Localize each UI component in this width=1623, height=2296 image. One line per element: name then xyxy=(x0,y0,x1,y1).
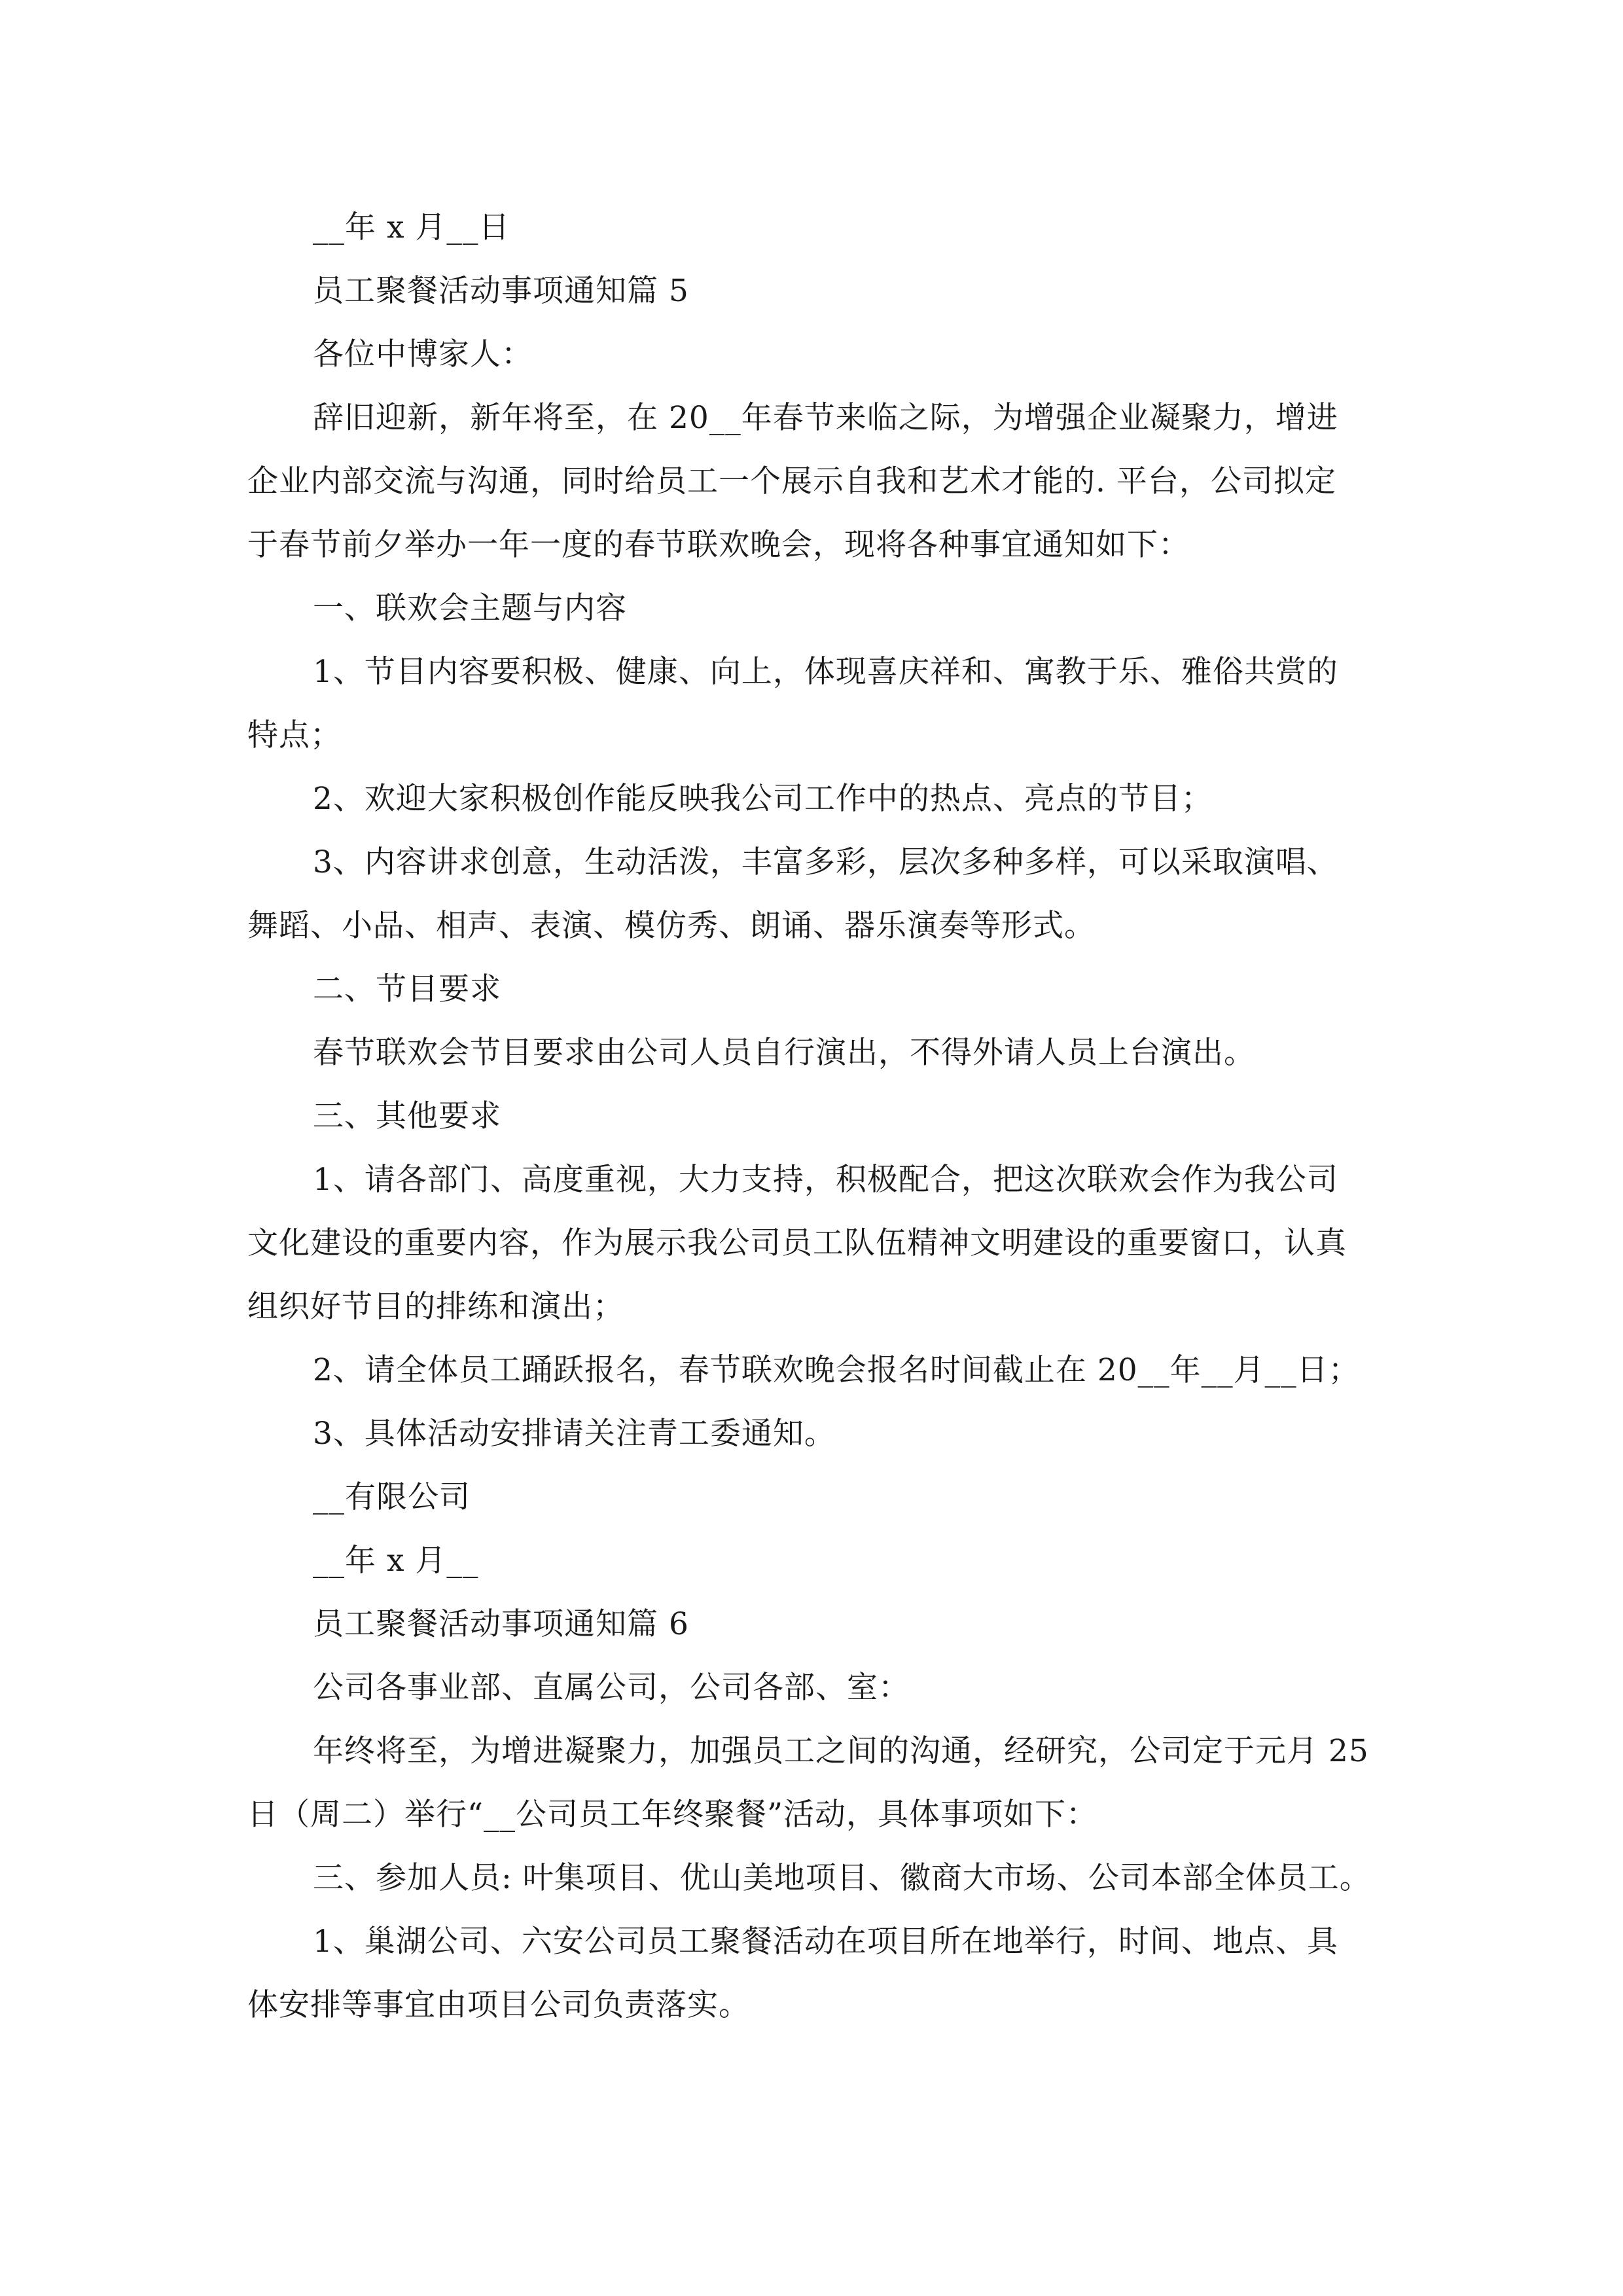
paragraph-line: 1、巢湖公司、六安公司员工聚餐活动在项目所在地举行，时间、地点、具 xyxy=(313,1924,1338,1960)
company-signature: __有限公司 xyxy=(313,1479,471,1515)
paragraph-line: 3、内容讲求创意，生动活泼，丰富多彩，层次多种多样，可以采取演唱、 xyxy=(313,844,1338,880)
paragraph-line: 年终将至，为增进凝聚力，加强员工之间的沟通，经研究，公司定于元月 25 xyxy=(313,1733,1369,1769)
paragraph-line: 于春节前夕举办一年一度的春节联欢晚会，现将各种事宜通知如下： xyxy=(247,527,1190,563)
paragraph-line: 辞旧迎新，新年将至，在 20__年春节来临之际，为增强企业凝聚力，增进 xyxy=(313,400,1338,436)
paragraph-line: 日（周二）举行“__公司员工年终聚餐”活动，具体事项如下： xyxy=(247,1797,1098,1833)
salutation: 各位中博家人： xyxy=(313,336,533,372)
paragraph-line: 组织好节目的排练和演出； xyxy=(247,1289,624,1325)
heading-theme-content: 一、联欢会主题与内容 xyxy=(313,590,627,626)
paragraph-line: 1、请各部门、高度重视，大力支持，积极配合，把这次联欢会作为我公司 xyxy=(313,1162,1338,1198)
paragraph-line: 文化建设的重要内容，作为展示我公司员工队伍精神文明建设的重要窗口，认真 xyxy=(247,1225,1347,1261)
paragraph-line: 2、欢迎大家积极创作能反映我公司工作中的热点、亮点的节目； xyxy=(313,781,1213,817)
paragraph-line: 1、节目内容要积极、健康、向上，体现喜庆祥和、寓教于乐、雅俗共赏的 xyxy=(313,654,1338,690)
paragraph-line: 三、参加人员: 叶集项目、优山美地项目、徽商大市场、公司本部全体员工。 xyxy=(313,1860,1371,1896)
heading-other-req: 三、其他要求 xyxy=(313,1098,501,1134)
section-title-5: 员工聚餐活动事项通知篇 5 xyxy=(313,273,689,309)
heading-program-req: 二、节目要求 xyxy=(313,971,501,1007)
paragraph-line: 2、请全体员工踊跃报名，春节联欢晚会报名时间截止在 20__年__月__日； xyxy=(313,1352,1360,1388)
paragraph-line: 春节联欢会节目要求由公司人员自行演出，不得外请人员上台演出。 xyxy=(313,1035,1255,1071)
salutation: 公司各事业部、直属公司，公司各部、室： xyxy=(313,1670,910,1706)
date-line: __年 x 月__ xyxy=(313,1543,479,1579)
paragraph-line: 企业内部交流与沟通，同时给员工一个展示自我和艺术才能的. 平台，公司拟定 xyxy=(247,463,1336,499)
paragraph-line: 特点； xyxy=(247,717,342,753)
paragraph-line: 3、具体活动安排请关注青工委通知。 xyxy=(313,1416,836,1452)
section-title-6: 员工聚餐活动事项通知篇 6 xyxy=(313,1606,689,1642)
paragraph-line: 体安排等事宜由项目公司负责落实。 xyxy=(247,1987,750,2023)
paragraph-line: 舞蹈、小品、相声、表演、模仿秀、朗诵、器乐演奏等形式。 xyxy=(247,908,1096,944)
date-line: __年 x 月__日 xyxy=(313,209,510,245)
